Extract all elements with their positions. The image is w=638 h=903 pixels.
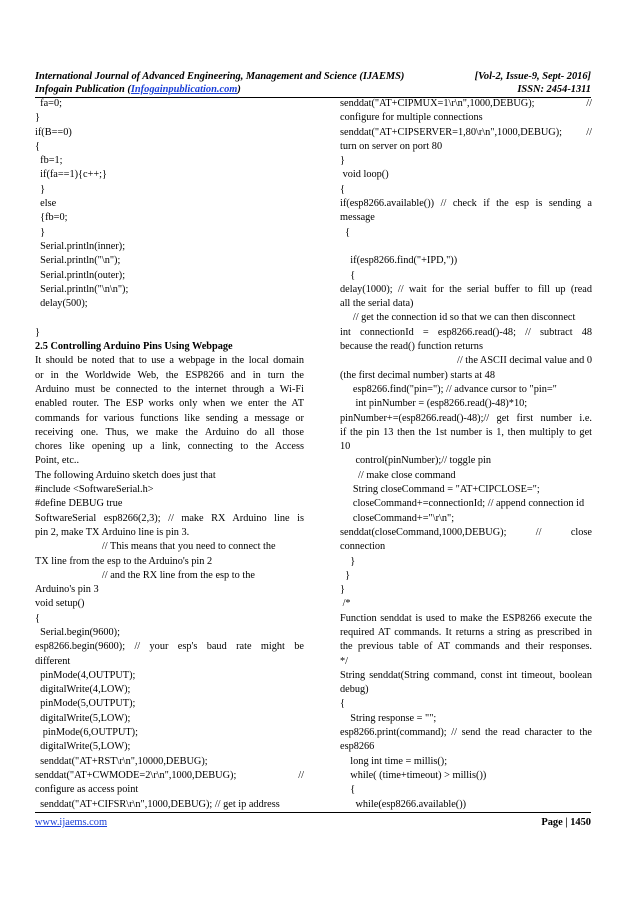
left-column-line: if(B==0) bbox=[35, 126, 72, 138]
left-column-line: 2.5 Controlling Arduino Pins Using Webpage bbox=[35, 341, 233, 353]
right-column-line: // the ASCII decimal value and 0 bbox=[374, 355, 592, 367]
right-column-line: 10 bbox=[340, 441, 351, 453]
right-column-line: configure for multiple connections bbox=[340, 112, 483, 124]
right-column-line: } bbox=[340, 155, 345, 167]
left-column-line: Serial.println("\n\n"); bbox=[35, 283, 129, 295]
right-column-line: esp8266.find("pin="); // advance cursor to "pin=" bbox=[340, 383, 557, 395]
left-column-line: Serial.begin(9600); bbox=[35, 626, 120, 638]
left-column-line: fa=0; bbox=[35, 98, 62, 109]
right-column-line: while(esp8266.available()) bbox=[340, 798, 467, 810]
right-column-line: connection bbox=[340, 541, 386, 553]
right-column-line: } bbox=[340, 584, 345, 596]
right-column-line: senddat("AT+CIPMUX=1\r\n",1000,DEBUG); // bbox=[340, 98, 592, 109]
right-column-line: esp8266.print(command); // send the read character to the bbox=[340, 727, 592, 739]
right-column-line: { bbox=[340, 698, 345, 710]
left-column-line: // and the RX line from the esp to the bbox=[35, 569, 255, 581]
page-number: Page | 1450 bbox=[541, 817, 591, 828]
left-column-line: pin 2, make TX Arduino line is pin 3. bbox=[35, 526, 190, 538]
right-column-line: required AT commands. It returns a string as prescribed in bbox=[340, 626, 592, 638]
left-column-line: #include <SoftwareSerial.h> bbox=[35, 484, 154, 496]
left-column-line: else bbox=[35, 198, 57, 210]
right-column-line: debug) bbox=[340, 684, 369, 696]
left-column-line: digitalWrite(5,LOW); bbox=[35, 741, 131, 753]
left-column-line: if(fa==1){c++;} bbox=[35, 169, 107, 181]
right-column-line: String response = ""; bbox=[340, 712, 437, 724]
right-column-line: int pinNumber = (esp8266.read()-48)*10; bbox=[340, 398, 528, 410]
left-column-line: #define DEBUG true bbox=[35, 498, 123, 510]
left-column-line: fb=1; bbox=[35, 155, 63, 167]
right-column-line: senddat("AT+CIPSERVER=1,80\r\n",1000,DEBUG); // bbox=[340, 126, 592, 138]
right-column-line: (the first decimal number) starts at 48 bbox=[340, 369, 495, 381]
right-column-line: { bbox=[340, 784, 356, 796]
left-column-line: Serial.println("\n"); bbox=[35, 255, 121, 267]
left-column-line: delay(500); bbox=[35, 298, 88, 310]
left-column-line: { bbox=[35, 140, 40, 152]
left-column-line: receiving one. Thus, we make the Arduino do all those bbox=[35, 426, 304, 438]
left-column-line: senddat("AT+CIFSR\r\n",1000,DEBUG); // get ip address bbox=[35, 798, 280, 810]
publisher-suffix: ) bbox=[237, 84, 241, 95]
footer-rule bbox=[35, 812, 591, 813]
right-column-line: String senddat(String command, const int timeout, boolean bbox=[340, 669, 592, 681]
left-column-line: } bbox=[35, 326, 40, 338]
right-column-line: String closeCommand = "AT+CIPCLOSE="; bbox=[340, 484, 540, 496]
publisher-link[interactable]: Infogainpublication.com bbox=[130, 84, 238, 95]
page-footer bbox=[35, 816, 591, 829]
right-column-line: } bbox=[340, 555, 356, 567]
left-column-line: TX line from the esp to the Arduino's pin 2 bbox=[35, 555, 213, 567]
left-column-line: It should be noted that to use a webpage in the local domain bbox=[35, 355, 304, 367]
right-column-line: closeCommand+="\r\n"; bbox=[340, 512, 455, 524]
left-column-line: digitalWrite(5,LOW); bbox=[35, 712, 131, 724]
right-column-line: { bbox=[340, 269, 356, 281]
right-column bbox=[340, 97, 592, 812]
right-column-line: long int time = millis(); bbox=[340, 755, 448, 767]
left-column-line: { bbox=[35, 612, 40, 624]
left-column-line: different bbox=[35, 655, 71, 667]
right-column-line: senddat(closeCommand,1000,DEBUG); // close bbox=[340, 526, 592, 538]
right-column-line: if(esp8266.find("+IPD,")) bbox=[340, 255, 458, 267]
volume-issue: [Vol-2, Issue-9, Sept- 2016] bbox=[474, 71, 591, 82]
left-column-line: commands for various functions like sending a message or bbox=[35, 412, 304, 424]
left-column-line bbox=[35, 311, 304, 325]
right-column-line: } bbox=[340, 569, 351, 581]
left-column-line: digitalWrite(4,LOW); bbox=[35, 684, 131, 696]
left-column-line: senddat("AT+CWMODE=2\r\n",1000,DEBUG); // bbox=[35, 769, 304, 781]
right-column-line: void loop() bbox=[340, 169, 389, 181]
right-column-line bbox=[340, 240, 592, 254]
right-column-line: int connectionId = esp8266.read()-48; // subtract 48 bbox=[340, 326, 592, 338]
right-column-line: { bbox=[340, 183, 345, 195]
left-column-line: Serial.println(outer); bbox=[35, 269, 126, 281]
right-column-line: // get the connection id so that we can then disconnect bbox=[340, 312, 576, 324]
left-column-line: configure as access point bbox=[35, 784, 139, 796]
right-column-line: if the pin 13 then the 1st number is 1, then multiply to get bbox=[340, 426, 592, 438]
right-column-line: esp8266 bbox=[340, 741, 375, 753]
journal-url-link[interactable]: www.ijaems.com bbox=[35, 817, 108, 828]
left-column-line: pinMode(6,OUTPUT); bbox=[35, 727, 138, 739]
journal-header-line-2 bbox=[35, 83, 591, 96]
issn: ISSN: 2454-1311 bbox=[517, 84, 591, 95]
left-column-line: pinMode(5,OUTPUT); bbox=[35, 698, 136, 710]
right-column-line: Function senddat is used to make the ESP8266 execute the bbox=[340, 612, 592, 624]
journal-header-line-1 bbox=[35, 70, 591, 83]
right-column-line: if(esp8266.available()) // check if the esp is sending a bbox=[340, 198, 592, 210]
left-column-line: // This means that you need to connect the bbox=[35, 541, 276, 553]
left-column-line: Serial.println(inner); bbox=[35, 240, 126, 252]
left-column bbox=[35, 97, 304, 812]
right-column-line: control(pinNumber);// toggle pin bbox=[340, 455, 491, 467]
right-column-line: closeCommand+=connectionId; // append connection id bbox=[340, 498, 585, 510]
right-column-line: while( (time+timeout) > millis()) bbox=[340, 769, 487, 781]
left-column-line: chores like opening up a link, connecting to the Access bbox=[35, 441, 304, 453]
left-column-line: void setup() bbox=[35, 598, 85, 610]
left-column-line: {fb=0; bbox=[35, 212, 68, 224]
left-column-line: senddat("AT+RST\r\n",10000,DEBUG); bbox=[35, 755, 208, 767]
publisher-prefix: Infogain Publication ( bbox=[35, 84, 131, 95]
right-column-line: the previous table of AT commands and their responses. bbox=[340, 641, 592, 653]
right-column-line: */ bbox=[340, 655, 349, 667]
journal-title: International Journal of Advanced Engineering, Management and Science (IJAEMS) bbox=[35, 71, 405, 82]
right-column-line: turn on server on port 80 bbox=[340, 140, 443, 152]
left-column-line: or in the Worldwide Web, the ESP8266 and in turn the bbox=[35, 369, 304, 381]
left-column-line: The following Arduino sketch does just that bbox=[35, 469, 216, 481]
left-column-line: } bbox=[35, 112, 40, 124]
left-column-line: esp8266.begin(9600); // your esp's baud rate might be bbox=[35, 641, 304, 653]
right-column-line: message bbox=[340, 212, 375, 224]
right-column-line: delay(1000); // wait for the serial buffer to fill up (read bbox=[340, 283, 592, 295]
right-column-line: pinNumber+=(esp8266.read()-48);// get first number i.e. bbox=[340, 412, 592, 424]
left-column-line: Point, etc.. bbox=[35, 455, 80, 467]
left-column-line: SoftwareSerial esp8266(2,3); // make RX Arduino line is bbox=[35, 512, 304, 524]
right-column-line: // make close command bbox=[340, 469, 456, 481]
right-column-line: all the serial data) bbox=[340, 298, 414, 310]
left-column-line: } bbox=[35, 183, 46, 195]
right-column-line: /* bbox=[340, 598, 351, 610]
right-column-line: because the read() function returns bbox=[340, 341, 483, 353]
left-column-line: enabled router. The ESP works only when we enter the AT bbox=[35, 398, 304, 410]
left-column-line: Arduino's pin 3 bbox=[35, 584, 99, 596]
left-column-line: pinMode(4,OUTPUT); bbox=[35, 669, 136, 681]
right-column-line: { bbox=[340, 226, 351, 238]
left-column-line: } bbox=[35, 226, 46, 238]
left-column-line: Arduino must be connected to the internet through a Wi-Fi bbox=[35, 383, 304, 395]
